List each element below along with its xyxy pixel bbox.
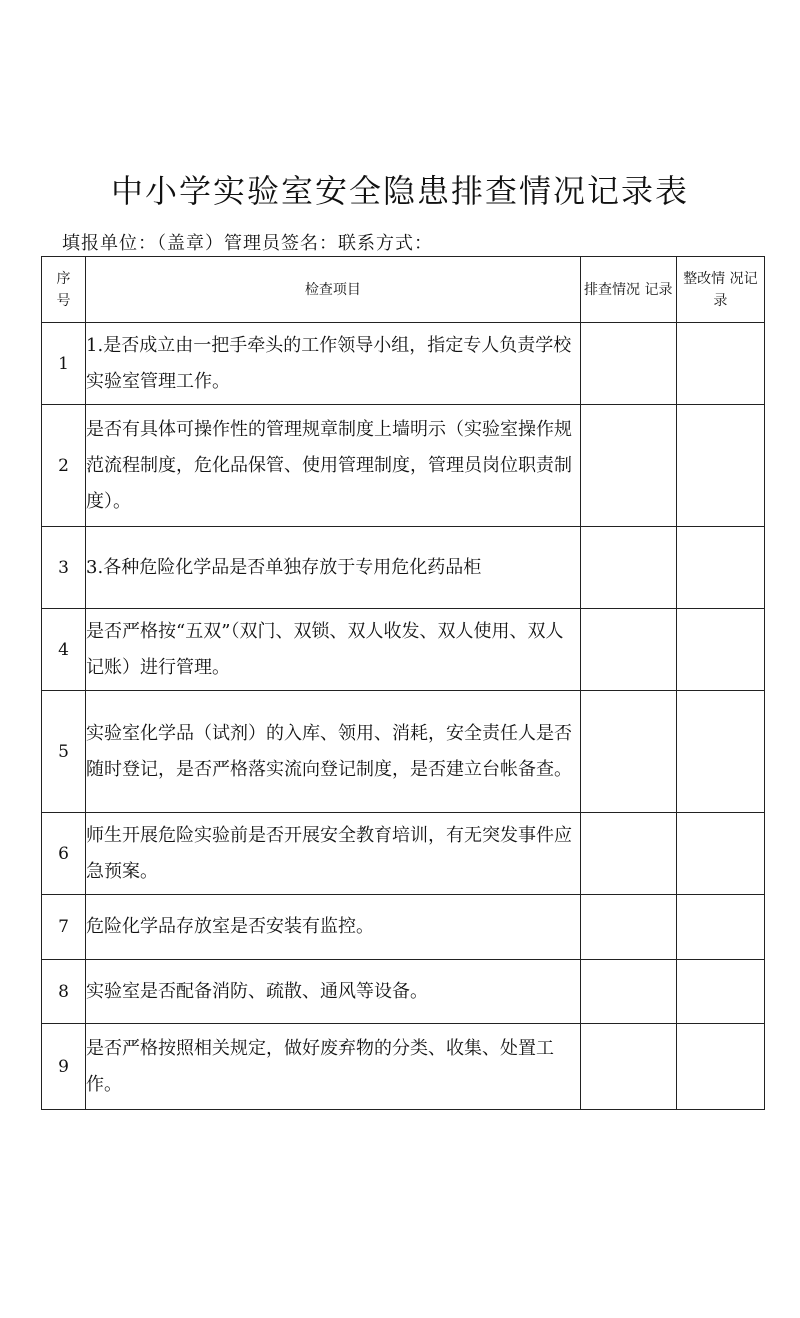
table-row [42, 527, 765, 609]
row-item: 危险化学品存放室是否安装有监控。 [86, 895, 581, 960]
header-check-record: 排查情况 记录 [580, 257, 676, 323]
check-record-cell[interactable] [580, 609, 676, 691]
row-item: 是否有具体可操作性的管理规章制度上墙明示（实验室操作规范流程制度，危化品保管、使用管理制度，管理员岗位职责制度）。 [86, 405, 581, 527]
row-number: 1 [42, 323, 86, 405]
fix-record-cell[interactable] [676, 405, 764, 527]
header-no: 序号 [42, 257, 86, 323]
row-item: 实验室是否配备消防、疏散、通风等设备。 [86, 960, 581, 1024]
row-item: 是否严格按照相关规定，做好废弃物的分类、收集、处置工作。 [86, 1024, 581, 1110]
fix-record-cell[interactable] [676, 1024, 764, 1110]
row-item: 是否严格按“五双”（双门、双锁、双人收发、双人使用、双人记账）进行管理。 [86, 609, 581, 691]
table-row [42, 691, 765, 813]
row-item: 师生开展危险实验前是否开展安全教育培训，有无突发事件应急预案。 [86, 813, 581, 895]
table-row [42, 960, 765, 1024]
row-item: 1.是否成立由一把手牵头的工作领导小组，指定专人负责学校实验室管理工作。 [86, 323, 581, 405]
table-header-row [42, 257, 765, 323]
check-record-cell[interactable] [580, 960, 676, 1024]
check-record-cell[interactable] [580, 691, 676, 813]
row-number: 5 [42, 691, 86, 813]
row-number: 7 [42, 895, 86, 960]
check-record-cell[interactable] [580, 1024, 676, 1110]
header-item: 检查项目 [86, 257, 581, 323]
row-number: 2 [42, 405, 86, 527]
fix-record-cell[interactable] [676, 691, 764, 813]
row-item: 3.各种危险化学品是否单独存放于专用危化药品柜 [86, 527, 581, 609]
table-row [42, 895, 765, 960]
row-item: 实验室化学品（试剂）的入库、领用、消耗，安全责任人是否随时登记，是否严格落实流向登记制度，是否建立台帐备查。 [86, 691, 581, 813]
fix-record-cell[interactable] [676, 813, 764, 895]
row-number: 8 [42, 960, 86, 1024]
check-record-cell[interactable] [580, 813, 676, 895]
row-number: 4 [42, 609, 86, 691]
check-record-cell[interactable] [580, 323, 676, 405]
header-line: 填报单位：（盖章）管理员签名：联系方式： [62, 233, 433, 254]
fix-record-cell[interactable] [676, 960, 764, 1024]
check-record-cell[interactable] [580, 895, 676, 960]
table-row [42, 1024, 765, 1110]
fix-record-cell[interactable] [676, 609, 764, 691]
header-fix-record: 整改情 况记录 [676, 257, 764, 323]
table-row [42, 609, 765, 691]
row-number: 6 [42, 813, 86, 895]
table-row [42, 323, 765, 405]
fix-record-cell[interactable] [676, 527, 764, 609]
check-record-cell[interactable] [580, 527, 676, 609]
table-row [42, 405, 765, 527]
fix-record-cell[interactable] [676, 895, 764, 960]
row-number: 3 [42, 527, 86, 609]
fix-record-cell[interactable] [676, 323, 764, 405]
row-number: 9 [42, 1024, 86, 1110]
check-record-cell[interactable] [580, 405, 676, 527]
inspection-table [41, 256, 765, 1110]
table-row [42, 813, 765, 895]
page-title: 中小学实验室安全隐患排查情况记录表 [110, 172, 689, 210]
